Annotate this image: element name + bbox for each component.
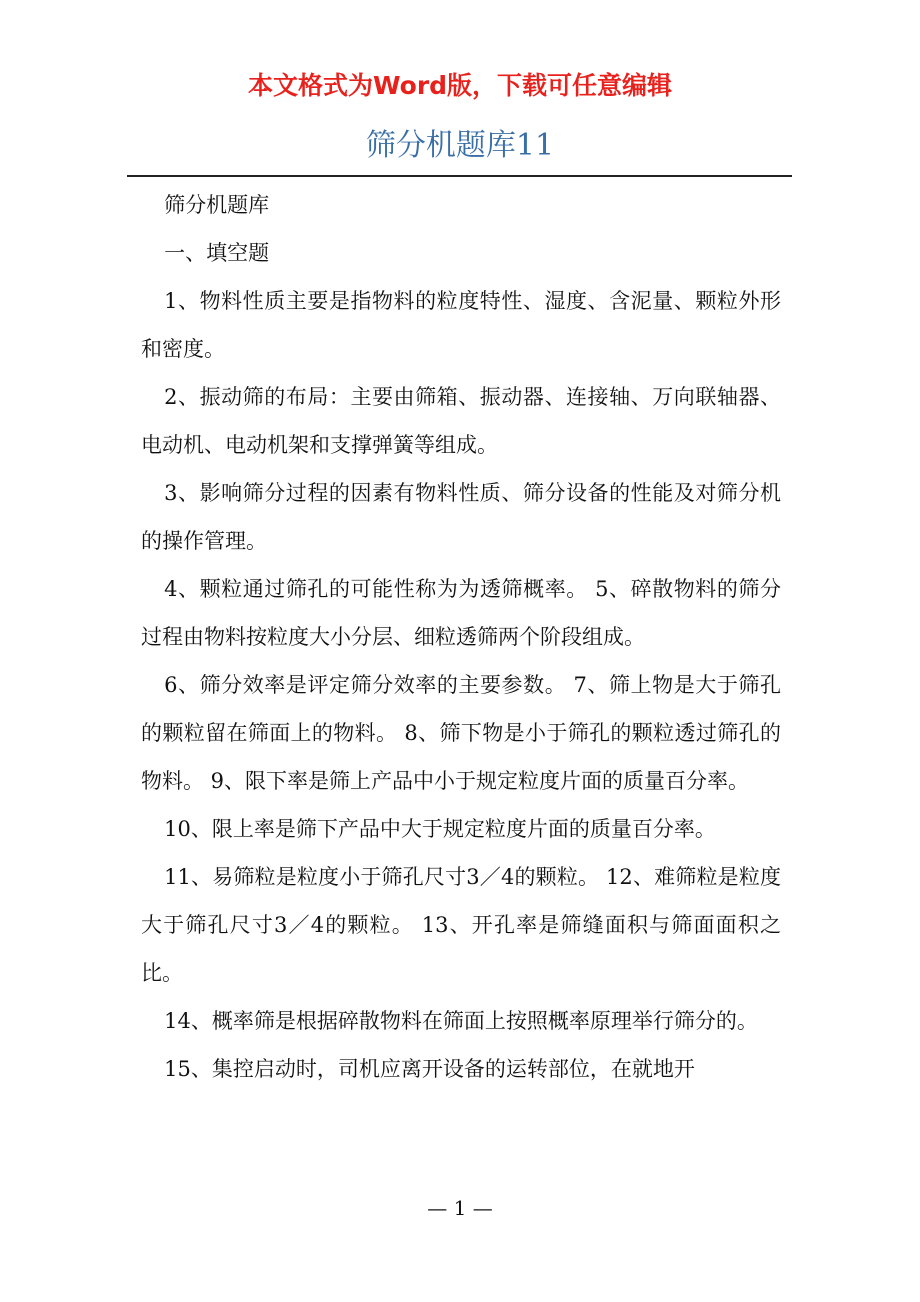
document-title: 筛分机题库11 (365, 128, 555, 163)
paragraph: 4、颗粒通过筛孔的可能性称为为透筛概率。 5、碎散物料的筛分过程由物料按粒度大小分层、细粒透筛两个阶段组成。 (141, 577, 781, 649)
paragraph: 11、易筛粒是粒度小于筛孔尺寸3／4的颗粒。 12、难筛粒是粒度大于筛孔尺寸3／4的颗粒。 13、开孔率是筛缝面积与筛面面积之比。 (141, 865, 781, 985)
paragraph: 14、概率筛是根据碎散物料在筛面上按照概率原理举行筛分的。 (164, 1009, 758, 1033)
title-divider (127, 175, 792, 177)
document-body (141, 181, 781, 1093)
paragraph: 1、物料性质主要是指物料的粒度特性、湿度、含泥量、颗粒外形和密度。 (141, 289, 781, 361)
format-banner: 本文格式为Word版，下载可任意编辑 (247, 71, 673, 100)
paragraph: 2、振动筛的布局：主要由筛箱、振动器、连接轴、万向联轴器、电动机、电动机架和支撑弹簧等组成。 (141, 385, 781, 457)
paragraph-section-heading: 一、填空题 (164, 241, 270, 265)
paragraph: 15、集控启动时，司机应离开设备的运转部位，在就地开 (164, 1057, 695, 1081)
paragraph: 10、限上率是筛下产品中大于规定粒度片面的质量百分率。 (164, 817, 716, 841)
paragraph: 6、筛分效率是评定筛分效率的主要参数。 7、筛上物是大于筛孔的颗粒留在筛面上的物料。 8、筛下物是小于筛孔的颗粒透过筛孔的物料。 9、限下率是筛上产品中小于规定粒度片面的质量百分率。 (141, 673, 781, 793)
paragraph-heading: 筛分机题库 (164, 193, 270, 217)
page-number: — 1 — (427, 1196, 493, 1220)
paragraph: 3、影响筛分过程的因素有物料性质、筛分设备的性能及对筛分机的操作管理。 (141, 481, 781, 553)
